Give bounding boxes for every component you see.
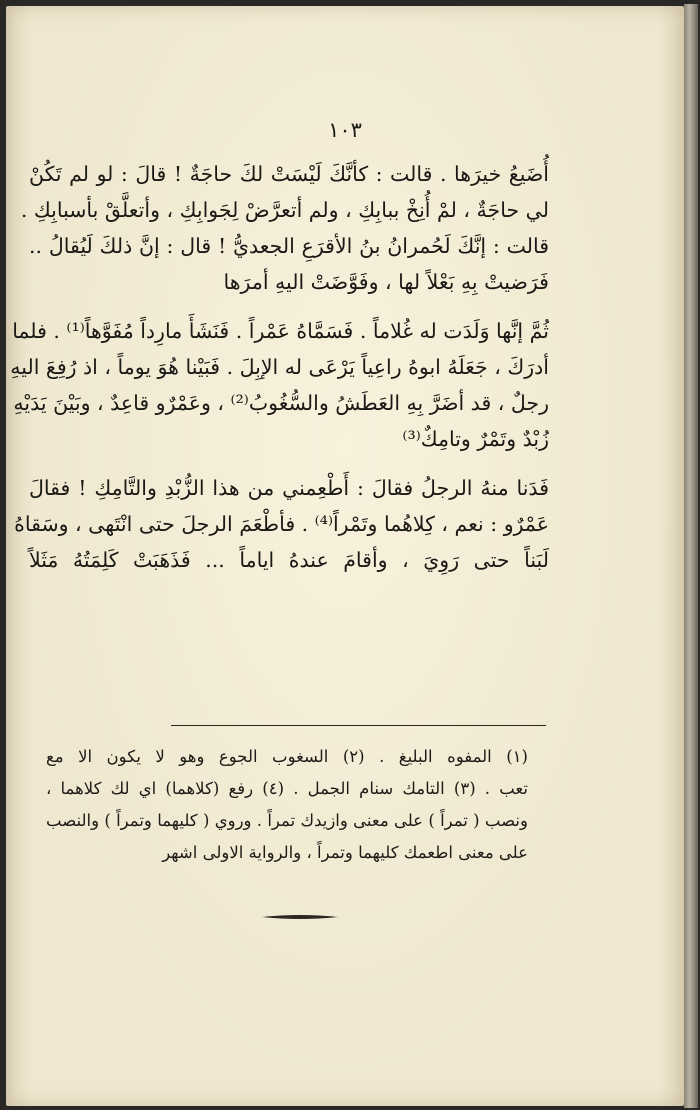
text-line: رجلٌ ، قد أضَرَّ بِهِ العَطَشُ والسُّغُوبُ⁽²⁾ ، وعَمْرٌو قاعِدٌ ، وبَيْنَ يَدَيْهِ [13,391,549,415]
end-ornament [261,913,339,921]
text-line: قالت : إنَّكَ لَحُمرانُ بنُ الأقرَعِ الجعديُّ ! قال : إنَّ ذلكَ لَيُقالُ .. [29,234,549,258]
footnote-separator [171,725,546,726]
text-line: أدرَكَ ، جَعَلَهُ ابوهُ راعِياً يَرْعَى له الإبِلَ . فَبَيْنا هُوَ يوماً ، اذ رُفِعَ اليهِ [10,355,549,379]
text-line: ثُمَّ إنَّها وَلَدَت له غُلاماً . فَسَمَّاهُ عَمْراً . فَنَشَأَ مارِداً مُفَوَّهاً⁽¹⁾ . فلما [12,319,549,343]
book-page [6,6,684,1106]
text-line: فَرَضيتْ بِهِ بَعْلاً لها ، وفَوَّضَتْ اليهِ أمرَها [223,270,549,294]
footnote-line: على معنى اطعمك كليهما وتمراً ، والرواية الاولى اشهر [162,843,528,862]
page-number: ١٠٣ [328,118,362,142]
text-line: عَمْرٌو : نعم ، كِلاهُما وتَمْراً⁽⁴⁾ . فأطْعَمَ الرجلَ حتى انْتَهى ، وسَقاهُ [14,512,549,536]
text-line: لي حاجَةٌ ، لمْ أُنِخْ ببابِكِ ، ولم أتعرَّضْ لِجَوابِكِ ، وأتعلَّقْ بأسبابِكِ . [20,198,549,222]
text-line: أُضَيعُ خيرَها . قالت : كأنَّكَ لَيْسَتْ لكَ حاجَةٌ ! قالَ : لو لم تَكُنْ [29,162,549,186]
main-text-block [10,156,549,578]
footnote-line: تعب . (٣) التامك سنام الجمل . (٤) رفع (كلاهما) اي لك كلاهما ، [46,779,528,798]
text-line: لَبَناً حتى رَوِيَ ، وأقامَ عندهُ اياماً ... فَذَهَبَتْ كَلِمَتُهُ مَثَلاً [29,548,549,572]
text-line: فَدَنا منهُ الرجلُ فقالَ : أَطْعِمني من هذا الزُّبْدِ والتَّامِكِ ! فقالَ [29,476,549,500]
footnotes-block [46,741,528,869]
book-page-edge [684,4,698,1108]
footnote-line: (١) المفوه البليغ . (٢) السغوب الجوع وهو لا يكون الا مع [46,747,528,766]
footnote-line: ونصب ( تمراً ) على معنى وازيدك تمراً . وروي ( كليهما وتمراً ) والنصب [46,811,528,830]
text-line: زُبْدٌ وتَمْرٌ وتامِكٌ⁽³⁾ [402,427,549,451]
